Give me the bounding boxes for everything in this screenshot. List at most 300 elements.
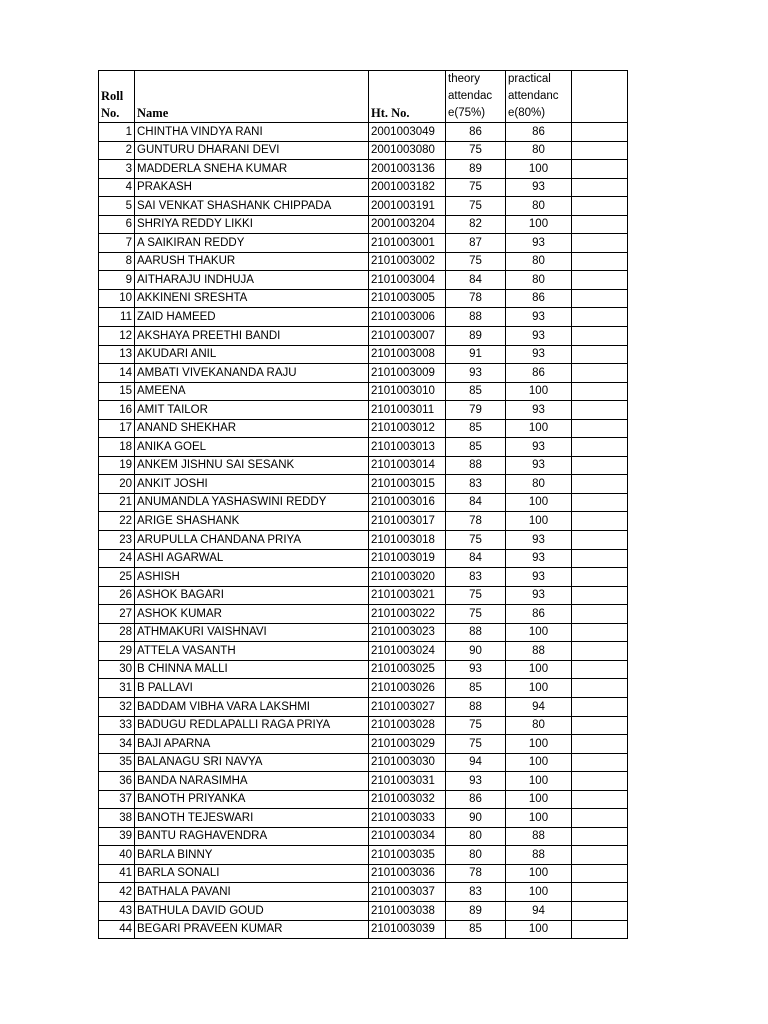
student-name-cell: ANAND SHEKHAR bbox=[135, 419, 369, 438]
student-name-cell: AMEENA bbox=[135, 382, 369, 401]
table-row bbox=[99, 809, 628, 828]
table-row bbox=[99, 920, 628, 939]
practical-attendance-cell: 88 bbox=[506, 642, 572, 661]
roll-number-cell: 26 bbox=[99, 586, 135, 605]
practical-attendance-cell: 86 bbox=[506, 289, 572, 308]
roll-number-cell: 14 bbox=[99, 364, 135, 383]
hall-ticket-cell: 2101003010 bbox=[369, 382, 446, 401]
theory-attendance-cell: 75 bbox=[446, 252, 506, 271]
practical-attendance-cell: 93 bbox=[506, 401, 572, 420]
practical-attendance-cell: 100 bbox=[506, 382, 572, 401]
empty-cell bbox=[572, 586, 628, 605]
student-name-cell: AKKINENI SRESHTA bbox=[135, 289, 369, 308]
student-name-cell: BADDAM VIBHA VARA LAKSHMI bbox=[135, 697, 369, 716]
hall-ticket-cell: 2101003008 bbox=[369, 345, 446, 364]
roll-number-cell: 30 bbox=[99, 660, 135, 679]
student-name-cell: SAI VENKAT SHASHANK CHIPPADA bbox=[135, 197, 369, 216]
theory-attendance-cell: 75 bbox=[446, 178, 506, 197]
practical-attendance-cell: 100 bbox=[506, 623, 572, 642]
hall-ticket-cell: 2101003012 bbox=[369, 419, 446, 438]
theory-attendance-cell: 93 bbox=[446, 364, 506, 383]
table-row bbox=[99, 735, 628, 754]
roll-number-cell: 19 bbox=[99, 456, 135, 475]
roll-number-cell: 25 bbox=[99, 568, 135, 587]
student-name-cell: ANKEM JISHNU SAI SESANK bbox=[135, 456, 369, 475]
practical-attendance-cell: 93 bbox=[506, 456, 572, 475]
roll-number-cell: 27 bbox=[99, 605, 135, 624]
empty-cell bbox=[572, 623, 628, 642]
empty-cell bbox=[572, 920, 628, 939]
theory-attendance-cell: 85 bbox=[446, 438, 506, 457]
hall-ticket-cell: 2001003204 bbox=[369, 215, 446, 234]
student-name-cell: BARLA SONALI bbox=[135, 864, 369, 883]
practical-attendance-cell: 100 bbox=[506, 864, 572, 883]
practical-attendance-cell: 93 bbox=[506, 345, 572, 364]
hall-ticket-cell: 2101003038 bbox=[369, 901, 446, 920]
roll-number-cell: 38 bbox=[99, 809, 135, 828]
empty-cell bbox=[572, 846, 628, 865]
roll-number-cell: 36 bbox=[99, 772, 135, 791]
table-row bbox=[99, 252, 628, 271]
hall-ticket-cell: 2101003036 bbox=[369, 864, 446, 883]
table-row bbox=[99, 215, 628, 234]
header-theory-attendance bbox=[446, 71, 506, 123]
hall-ticket-cell: 2101003024 bbox=[369, 642, 446, 661]
header-practical-line2: attendanc bbox=[508, 90, 559, 102]
theory-attendance-cell: 85 bbox=[446, 679, 506, 698]
theory-attendance-cell: 79 bbox=[446, 401, 506, 420]
roll-number-cell: 28 bbox=[99, 623, 135, 642]
table-row bbox=[99, 308, 628, 327]
table-row bbox=[99, 642, 628, 661]
hall-ticket-cell: 2101003004 bbox=[369, 271, 446, 290]
roll-number-cell: 32 bbox=[99, 697, 135, 716]
roll-number-cell: 29 bbox=[99, 642, 135, 661]
hall-ticket-cell: 2101003015 bbox=[369, 475, 446, 494]
empty-cell bbox=[572, 364, 628, 383]
roll-number-cell: 35 bbox=[99, 753, 135, 772]
theory-attendance-cell: 89 bbox=[446, 901, 506, 920]
theory-attendance-cell: 85 bbox=[446, 920, 506, 939]
empty-cell bbox=[572, 456, 628, 475]
header-theory-line3: e(75%) bbox=[448, 107, 486, 119]
roll-number-cell: 21 bbox=[99, 493, 135, 512]
practical-attendance-cell: 86 bbox=[506, 605, 572, 624]
student-name-cell: B PALLAVI bbox=[135, 679, 369, 698]
practical-attendance-cell: 100 bbox=[506, 493, 572, 512]
empty-cell bbox=[572, 401, 628, 420]
table-row bbox=[99, 531, 628, 550]
table-row bbox=[99, 475, 628, 494]
roll-number-cell: 8 bbox=[99, 252, 135, 271]
theory-attendance-cell: 75 bbox=[446, 586, 506, 605]
theory-attendance-cell: 87 bbox=[446, 234, 506, 253]
practical-attendance-cell: 93 bbox=[506, 327, 572, 346]
hall-ticket-cell: 2101003013 bbox=[369, 438, 446, 457]
attendance-table bbox=[98, 70, 628, 939]
table-row bbox=[99, 123, 628, 142]
theory-attendance-cell: 93 bbox=[446, 660, 506, 679]
hall-ticket-cell: 2101003007 bbox=[369, 327, 446, 346]
hall-ticket-cell: 2101003020 bbox=[369, 568, 446, 587]
practical-attendance-cell: 88 bbox=[506, 846, 572, 865]
practical-attendance-cell: 93 bbox=[506, 234, 572, 253]
student-name-cell: CHINTHA VINDYA RANI bbox=[135, 123, 369, 142]
table-row bbox=[99, 883, 628, 902]
roll-number-cell: 18 bbox=[99, 438, 135, 457]
student-name-cell: BANOTH TEJESWARI bbox=[135, 809, 369, 828]
roll-number-cell: 22 bbox=[99, 512, 135, 531]
empty-cell bbox=[572, 679, 628, 698]
empty-cell bbox=[572, 660, 628, 679]
empty-cell bbox=[572, 493, 628, 512]
table-row bbox=[99, 660, 628, 679]
empty-cell bbox=[572, 772, 628, 791]
hall-ticket-cell: 2101003032 bbox=[369, 790, 446, 809]
empty-cell bbox=[572, 123, 628, 142]
hall-ticket-cell: 2001003182 bbox=[369, 178, 446, 197]
theory-attendance-cell: 75 bbox=[446, 531, 506, 550]
empty-cell bbox=[572, 642, 628, 661]
practical-attendance-cell: 100 bbox=[506, 809, 572, 828]
header-ht-no: Ht. No. bbox=[369, 71, 446, 123]
table-row bbox=[99, 753, 628, 772]
roll-number-cell: 44 bbox=[99, 920, 135, 939]
practical-attendance-cell: 80 bbox=[506, 197, 572, 216]
roll-number-cell: 20 bbox=[99, 475, 135, 494]
hall-ticket-cell: 2101003022 bbox=[369, 605, 446, 624]
empty-cell bbox=[572, 197, 628, 216]
practical-attendance-cell: 100 bbox=[506, 790, 572, 809]
hall-ticket-cell: 2101003029 bbox=[369, 735, 446, 754]
hall-ticket-cell: 2101003016 bbox=[369, 493, 446, 512]
header-roll-line1: Roll bbox=[101, 89, 124, 103]
roll-number-cell: 9 bbox=[99, 271, 135, 290]
hall-ticket-cell: 2101003028 bbox=[369, 716, 446, 735]
theory-attendance-cell: 80 bbox=[446, 846, 506, 865]
table-row bbox=[99, 456, 628, 475]
student-name-cell: BEGARI PRAVEEN KUMAR bbox=[135, 920, 369, 939]
roll-number-cell: 2 bbox=[99, 141, 135, 160]
empty-cell bbox=[572, 308, 628, 327]
table-row bbox=[99, 512, 628, 531]
student-name-cell: AMBATI VIVEKANANDA RAJU bbox=[135, 364, 369, 383]
practical-attendance-cell: 80 bbox=[506, 716, 572, 735]
hall-ticket-cell: 2101003030 bbox=[369, 753, 446, 772]
theory-attendance-cell: 86 bbox=[446, 790, 506, 809]
hall-ticket-cell: 2101003039 bbox=[369, 920, 446, 939]
theory-attendance-cell: 75 bbox=[446, 716, 506, 735]
practical-attendance-cell: 93 bbox=[506, 568, 572, 587]
table-row bbox=[99, 197, 628, 216]
hall-ticket-cell: 2101003027 bbox=[369, 697, 446, 716]
theory-attendance-cell: 83 bbox=[446, 568, 506, 587]
roll-number-cell: 13 bbox=[99, 345, 135, 364]
hall-ticket-cell: 2101003023 bbox=[369, 623, 446, 642]
student-name-cell: AMIT TAILOR bbox=[135, 401, 369, 420]
hall-ticket-cell: 2101003014 bbox=[369, 456, 446, 475]
theory-attendance-cell: 83 bbox=[446, 883, 506, 902]
empty-cell bbox=[572, 716, 628, 735]
practical-attendance-cell: 100 bbox=[506, 772, 572, 791]
practical-attendance-cell: 94 bbox=[506, 901, 572, 920]
hall-ticket-cell: 2101003019 bbox=[369, 549, 446, 568]
hall-ticket-cell: 2101003037 bbox=[369, 883, 446, 902]
table-row bbox=[99, 178, 628, 197]
empty-cell bbox=[572, 215, 628, 234]
hall-ticket-cell: 2101003002 bbox=[369, 252, 446, 271]
student-name-cell: AKUDARI ANIL bbox=[135, 345, 369, 364]
roll-number-cell: 11 bbox=[99, 308, 135, 327]
theory-attendance-cell: 91 bbox=[446, 345, 506, 364]
practical-attendance-cell: 93 bbox=[506, 438, 572, 457]
table-row bbox=[99, 679, 628, 698]
theory-attendance-cell: 89 bbox=[446, 327, 506, 346]
theory-attendance-cell: 88 bbox=[446, 456, 506, 475]
empty-cell bbox=[572, 735, 628, 754]
practical-attendance-cell: 100 bbox=[506, 160, 572, 179]
roll-number-cell: 40 bbox=[99, 846, 135, 865]
student-name-cell: ASHOK KUMAR bbox=[135, 605, 369, 624]
student-name-cell: AITHARAJU INDHUJA bbox=[135, 271, 369, 290]
roll-number-cell: 34 bbox=[99, 735, 135, 754]
empty-cell bbox=[572, 697, 628, 716]
hall-ticket-cell: 2101003021 bbox=[369, 586, 446, 605]
hall-ticket-cell: 2101003005 bbox=[369, 289, 446, 308]
theory-attendance-cell: 86 bbox=[446, 123, 506, 142]
hall-ticket-cell: 2001003136 bbox=[369, 160, 446, 179]
theory-attendance-cell: 84 bbox=[446, 493, 506, 512]
header-practical-line1: practical bbox=[508, 73, 551, 85]
student-name-cell: ZAID HAMEED bbox=[135, 308, 369, 327]
empty-cell bbox=[572, 605, 628, 624]
practical-attendance-cell: 93 bbox=[506, 586, 572, 605]
hall-ticket-cell: 2101003009 bbox=[369, 364, 446, 383]
theory-attendance-cell: 88 bbox=[446, 697, 506, 716]
table-row bbox=[99, 846, 628, 865]
practical-attendance-cell: 100 bbox=[506, 920, 572, 939]
empty-cell bbox=[572, 864, 628, 883]
student-name-cell: BATHALA PAVANI bbox=[135, 883, 369, 902]
table-row bbox=[99, 141, 628, 160]
empty-cell bbox=[572, 753, 628, 772]
empty-cell bbox=[572, 809, 628, 828]
hall-ticket-cell: 2101003025 bbox=[369, 660, 446, 679]
empty-cell bbox=[572, 327, 628, 346]
practical-attendance-cell: 100 bbox=[506, 753, 572, 772]
hall-ticket-cell: 2001003080 bbox=[369, 141, 446, 160]
theory-attendance-cell: 80 bbox=[446, 827, 506, 846]
practical-attendance-cell: 93 bbox=[506, 549, 572, 568]
theory-attendance-cell: 75 bbox=[446, 197, 506, 216]
practical-attendance-cell: 88 bbox=[506, 827, 572, 846]
header-theory-line1: theory bbox=[448, 73, 480, 85]
roll-number-cell: 43 bbox=[99, 901, 135, 920]
roll-number-cell: 10 bbox=[99, 289, 135, 308]
empty-cell bbox=[572, 549, 628, 568]
hall-ticket-cell: 2101003001 bbox=[369, 234, 446, 253]
empty-cell bbox=[572, 419, 628, 438]
table-row bbox=[99, 549, 628, 568]
empty-cell bbox=[572, 345, 628, 364]
practical-attendance-cell: 100 bbox=[506, 512, 572, 531]
empty-cell bbox=[572, 178, 628, 197]
student-name-cell: BATHULA DAVID GOUD bbox=[135, 901, 369, 920]
student-name-cell: ASHI AGARWAL bbox=[135, 549, 369, 568]
hall-ticket-cell: 2101003006 bbox=[369, 308, 446, 327]
hall-ticket-cell: 2101003031 bbox=[369, 772, 446, 791]
table-row bbox=[99, 901, 628, 920]
header-practical-line3: e(80%) bbox=[508, 107, 546, 119]
practical-attendance-cell: 80 bbox=[506, 141, 572, 160]
header-empty-column bbox=[572, 71, 628, 123]
hall-ticket-cell: 2001003191 bbox=[369, 197, 446, 216]
theory-attendance-cell: 85 bbox=[446, 419, 506, 438]
empty-cell bbox=[572, 141, 628, 160]
empty-cell bbox=[572, 438, 628, 457]
table-body bbox=[99, 123, 628, 939]
student-name-cell: BALANAGU SRI NAVYA bbox=[135, 753, 369, 772]
student-name-cell: ASHOK BAGARI bbox=[135, 586, 369, 605]
table-row bbox=[99, 364, 628, 383]
hall-ticket-cell: 2101003018 bbox=[369, 531, 446, 550]
empty-cell bbox=[572, 289, 628, 308]
practical-attendance-cell: 93 bbox=[506, 531, 572, 550]
table-row bbox=[99, 827, 628, 846]
empty-cell bbox=[572, 568, 628, 587]
hall-ticket-cell: 2001003049 bbox=[369, 123, 446, 142]
roll-number-cell: 42 bbox=[99, 883, 135, 902]
table-row bbox=[99, 289, 628, 308]
empty-cell bbox=[572, 531, 628, 550]
empty-cell bbox=[572, 901, 628, 920]
roll-number-cell: 4 bbox=[99, 178, 135, 197]
roll-number-cell: 12 bbox=[99, 327, 135, 346]
theory-attendance-cell: 78 bbox=[446, 512, 506, 531]
table-row bbox=[99, 234, 628, 253]
roll-number-cell: 39 bbox=[99, 827, 135, 846]
table-row bbox=[99, 327, 628, 346]
empty-cell bbox=[572, 790, 628, 809]
roll-number-cell: 16 bbox=[99, 401, 135, 420]
theory-attendance-cell: 75 bbox=[446, 605, 506, 624]
theory-attendance-cell: 94 bbox=[446, 753, 506, 772]
table-row bbox=[99, 772, 628, 791]
table-row bbox=[99, 568, 628, 587]
student-name-cell: BANOTH PRIYANKA bbox=[135, 790, 369, 809]
empty-cell bbox=[572, 252, 628, 271]
practical-attendance-cell: 100 bbox=[506, 215, 572, 234]
student-name-cell: ARUPULLA CHANDANA PRIYA bbox=[135, 531, 369, 550]
practical-attendance-cell: 100 bbox=[506, 679, 572, 698]
theory-attendance-cell: 88 bbox=[446, 308, 506, 327]
practical-attendance-cell: 100 bbox=[506, 883, 572, 902]
roll-number-cell: 31 bbox=[99, 679, 135, 698]
practical-attendance-cell: 94 bbox=[506, 697, 572, 716]
table-row bbox=[99, 790, 628, 809]
empty-cell bbox=[572, 475, 628, 494]
table-row bbox=[99, 438, 628, 457]
student-name-cell: ASHISH bbox=[135, 568, 369, 587]
student-name-cell: ANUMANDLA YASHASWINI REDDY bbox=[135, 493, 369, 512]
practical-attendance-cell: 80 bbox=[506, 271, 572, 290]
hall-ticket-cell: 2101003034 bbox=[369, 827, 446, 846]
table-row bbox=[99, 271, 628, 290]
practical-attendance-cell: 86 bbox=[506, 364, 572, 383]
theory-attendance-cell: 84 bbox=[446, 549, 506, 568]
table-row bbox=[99, 345, 628, 364]
roll-number-cell: 37 bbox=[99, 790, 135, 809]
student-name-cell: ATHMAKURI VAISHNAVI bbox=[135, 623, 369, 642]
student-name-cell: ATTELA VASANTH bbox=[135, 642, 369, 661]
table-row bbox=[99, 160, 628, 179]
student-name-cell: BANDA NARASIMHA bbox=[135, 772, 369, 791]
theory-attendance-cell: 83 bbox=[446, 475, 506, 494]
table-row bbox=[99, 586, 628, 605]
theory-attendance-cell: 89 bbox=[446, 160, 506, 179]
practical-attendance-cell: 80 bbox=[506, 252, 572, 271]
table-row bbox=[99, 716, 628, 735]
header-roll-no bbox=[99, 71, 135, 123]
theory-attendance-cell: 78 bbox=[446, 289, 506, 308]
roll-number-cell: 7 bbox=[99, 234, 135, 253]
roll-number-cell: 1 bbox=[99, 123, 135, 142]
empty-cell bbox=[572, 512, 628, 531]
hall-ticket-cell: 2101003035 bbox=[369, 846, 446, 865]
theory-attendance-cell: 75 bbox=[446, 735, 506, 754]
roll-number-cell: 6 bbox=[99, 215, 135, 234]
table-row bbox=[99, 623, 628, 642]
hall-ticket-cell: 2101003011 bbox=[369, 401, 446, 420]
student-name-cell: MADDERLA SNEHA KUMAR bbox=[135, 160, 369, 179]
table-row bbox=[99, 697, 628, 716]
table-row bbox=[99, 493, 628, 512]
student-name-cell: BADUGU REDLAPALLI RAGA PRIYA bbox=[135, 716, 369, 735]
empty-cell bbox=[572, 234, 628, 253]
empty-cell bbox=[572, 160, 628, 179]
header-practical-attendance bbox=[506, 71, 572, 123]
theory-attendance-cell: 75 bbox=[446, 141, 506, 160]
student-name-cell: ANKIT JOSHI bbox=[135, 475, 369, 494]
theory-attendance-cell: 90 bbox=[446, 642, 506, 661]
hall-ticket-cell: 2101003017 bbox=[369, 512, 446, 531]
practical-attendance-cell: 80 bbox=[506, 475, 572, 494]
theory-attendance-cell: 85 bbox=[446, 382, 506, 401]
roll-number-cell: 41 bbox=[99, 864, 135, 883]
practical-attendance-cell: 93 bbox=[506, 308, 572, 327]
student-name-cell: AARUSH THAKUR bbox=[135, 252, 369, 271]
theory-attendance-cell: 84 bbox=[446, 271, 506, 290]
student-name-cell: B CHINNA MALLI bbox=[135, 660, 369, 679]
student-name-cell: ARIGE SHASHANK bbox=[135, 512, 369, 531]
theory-attendance-cell: 78 bbox=[446, 864, 506, 883]
student-name-cell: A SAIKIRAN REDDY bbox=[135, 234, 369, 253]
student-name-cell: PRAKASH bbox=[135, 178, 369, 197]
header-roll-line2: No. bbox=[101, 106, 120, 120]
hall-ticket-cell: 2101003026 bbox=[369, 679, 446, 698]
student-name-cell: ANIKA GOEL bbox=[135, 438, 369, 457]
header-name: Name bbox=[135, 71, 369, 123]
empty-cell bbox=[572, 382, 628, 401]
practical-attendance-cell: 100 bbox=[506, 735, 572, 754]
practical-attendance-cell: 100 bbox=[506, 660, 572, 679]
roll-number-cell: 23 bbox=[99, 531, 135, 550]
practical-attendance-cell: 86 bbox=[506, 123, 572, 142]
practical-attendance-cell: 93 bbox=[506, 178, 572, 197]
empty-cell bbox=[572, 827, 628, 846]
roll-number-cell: 5 bbox=[99, 197, 135, 216]
roll-number-cell: 17 bbox=[99, 419, 135, 438]
